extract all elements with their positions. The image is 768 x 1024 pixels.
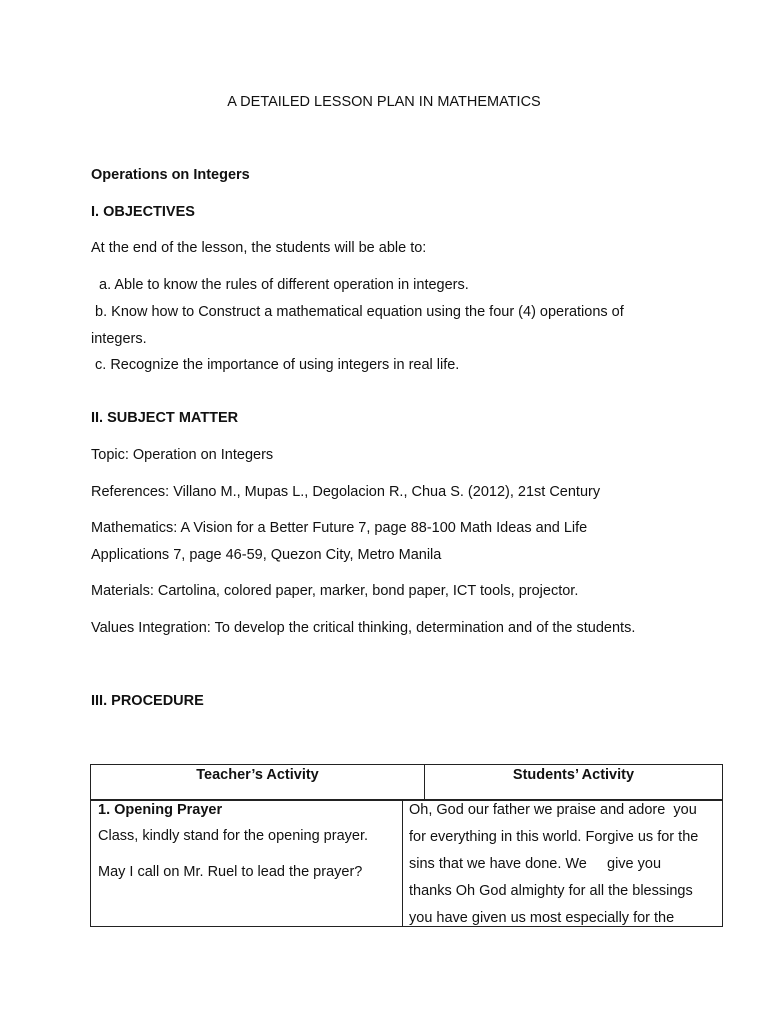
document-title: A DETAILED LESSON PLAN IN MATHEMATICS <box>227 94 541 110</box>
subject-references-cont-1: Mathematics: A Vision for a Better Future 7, page 88-100 Math Ideas and Life <box>91 520 588 536</box>
subject-values: Values Integration: To develop the critical thinking, determination and of the students. <box>91 620 636 636</box>
teacher-step-title: 1. Opening Prayer <box>98 802 223 818</box>
subject-references-cont-2: Applications 7, page 46-59, Quezon City, Metro Manila <box>91 547 442 563</box>
teacher-line: Class, kindly stand for the opening prayer. <box>98 828 369 844</box>
objective-item-a: a. Able to know the rules of different operation in integers. <box>91 277 469 293</box>
teacher-line: May I call on Mr. Ruel to lead the prayer? <box>98 864 363 880</box>
student-line: thanks Oh God almighty for all the blessings <box>409 883 693 899</box>
procedure-heading: III. PROCEDURE <box>91 693 204 709</box>
table-row <box>90 799 723 927</box>
procedure-table <box>90 764 723 926</box>
objective-item-b: b. Know how to Construct a mathematical equation using the four (4) operations of <box>91 304 624 320</box>
student-line: for everything in this world. Forgive us for the <box>409 829 699 845</box>
subject-topic: Topic: Operation on Integers <box>91 447 274 463</box>
student-line: Oh, God our father we praise and adore you <box>409 802 697 818</box>
subject-matter-heading: II. SUBJECT MATTER <box>91 410 239 426</box>
objective-item-c: c. Recognize the importance of using integers in real life. <box>91 357 460 373</box>
student-line: you have given us most especially for the <box>409 910 675 926</box>
table-header-row <box>90 764 723 801</box>
student-line: sins that we have done. We give you <box>409 856 662 872</box>
header-students-activity: Students’ Activity <box>512 767 635 783</box>
subject-materials: Materials: Cartolina, colored paper, marker, bond paper, ICT tools, projector. <box>91 583 579 599</box>
body-divider <box>402 800 403 926</box>
subject-references: References: Villano M., Mupas L., Degolacion R., Chua S. (2012), 21st Century <box>91 484 601 500</box>
objectives-intro: At the end of the lesson, the students will be able to: <box>91 240 427 256</box>
objectives-heading: I. OBJECTIVES <box>91 204 195 220</box>
objective-item-b-cont: integers. <box>91 331 147 347</box>
lesson-title: Operations on Integers <box>91 167 250 183</box>
header-teacher-activity: Teacher’s Activity <box>196 767 319 783</box>
